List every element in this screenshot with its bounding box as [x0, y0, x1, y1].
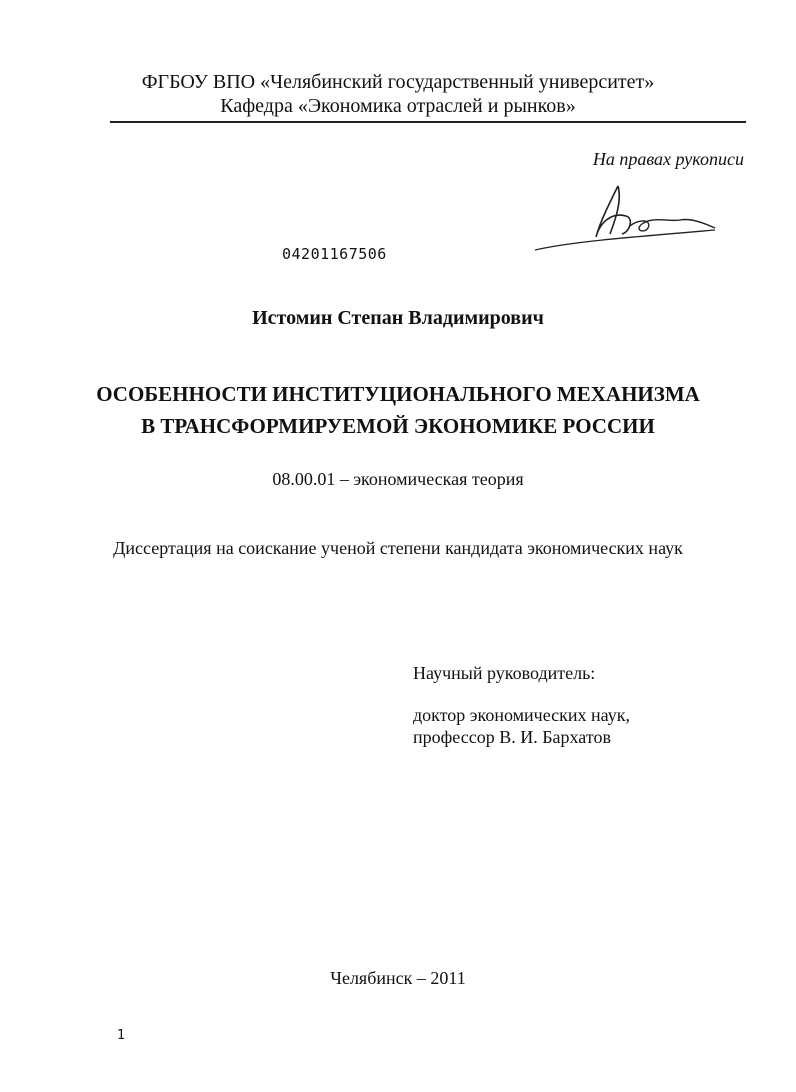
department-name: Кафедра «Экономика отраслей и рынков»	[220, 95, 576, 117]
thesis-title-line-1: ОСОБЕННОСТИ ИНСТИТУЦИОНАЛЬНОГО МЕХАНИЗМА	[96, 382, 700, 406]
supervisor-label: Научный руководитель:	[413, 663, 596, 683]
place-and-year: Челябинск – 2011	[330, 968, 466, 988]
thesis-title-line-2: В ТРАНСФОРМИРУЕМОЙ ЭКОНОМИКЕ РОССИИ	[141, 414, 655, 438]
author-name: Истомин Степан Владимирович	[252, 307, 544, 329]
specialty-code: 08.00.01 – экономическая теория	[272, 469, 524, 489]
manuscript-rights: На правах рукописи	[592, 149, 744, 169]
supervisor-name: профессор В. И. Бархатов	[413, 727, 611, 747]
header-divider	[110, 121, 746, 123]
supervisor-degree: доктор экономических наук,	[413, 705, 630, 725]
registration-number: 04201167506	[282, 245, 387, 263]
dissertation-type: Диссертация на соискание ученой степени кандидата экономических наук	[113, 538, 683, 558]
signature-icon	[530, 182, 730, 254]
page-number: 1	[117, 1028, 126, 1043]
university-name: ФГБОУ ВПО «Челябинский государственный университет»	[141, 71, 655, 93]
